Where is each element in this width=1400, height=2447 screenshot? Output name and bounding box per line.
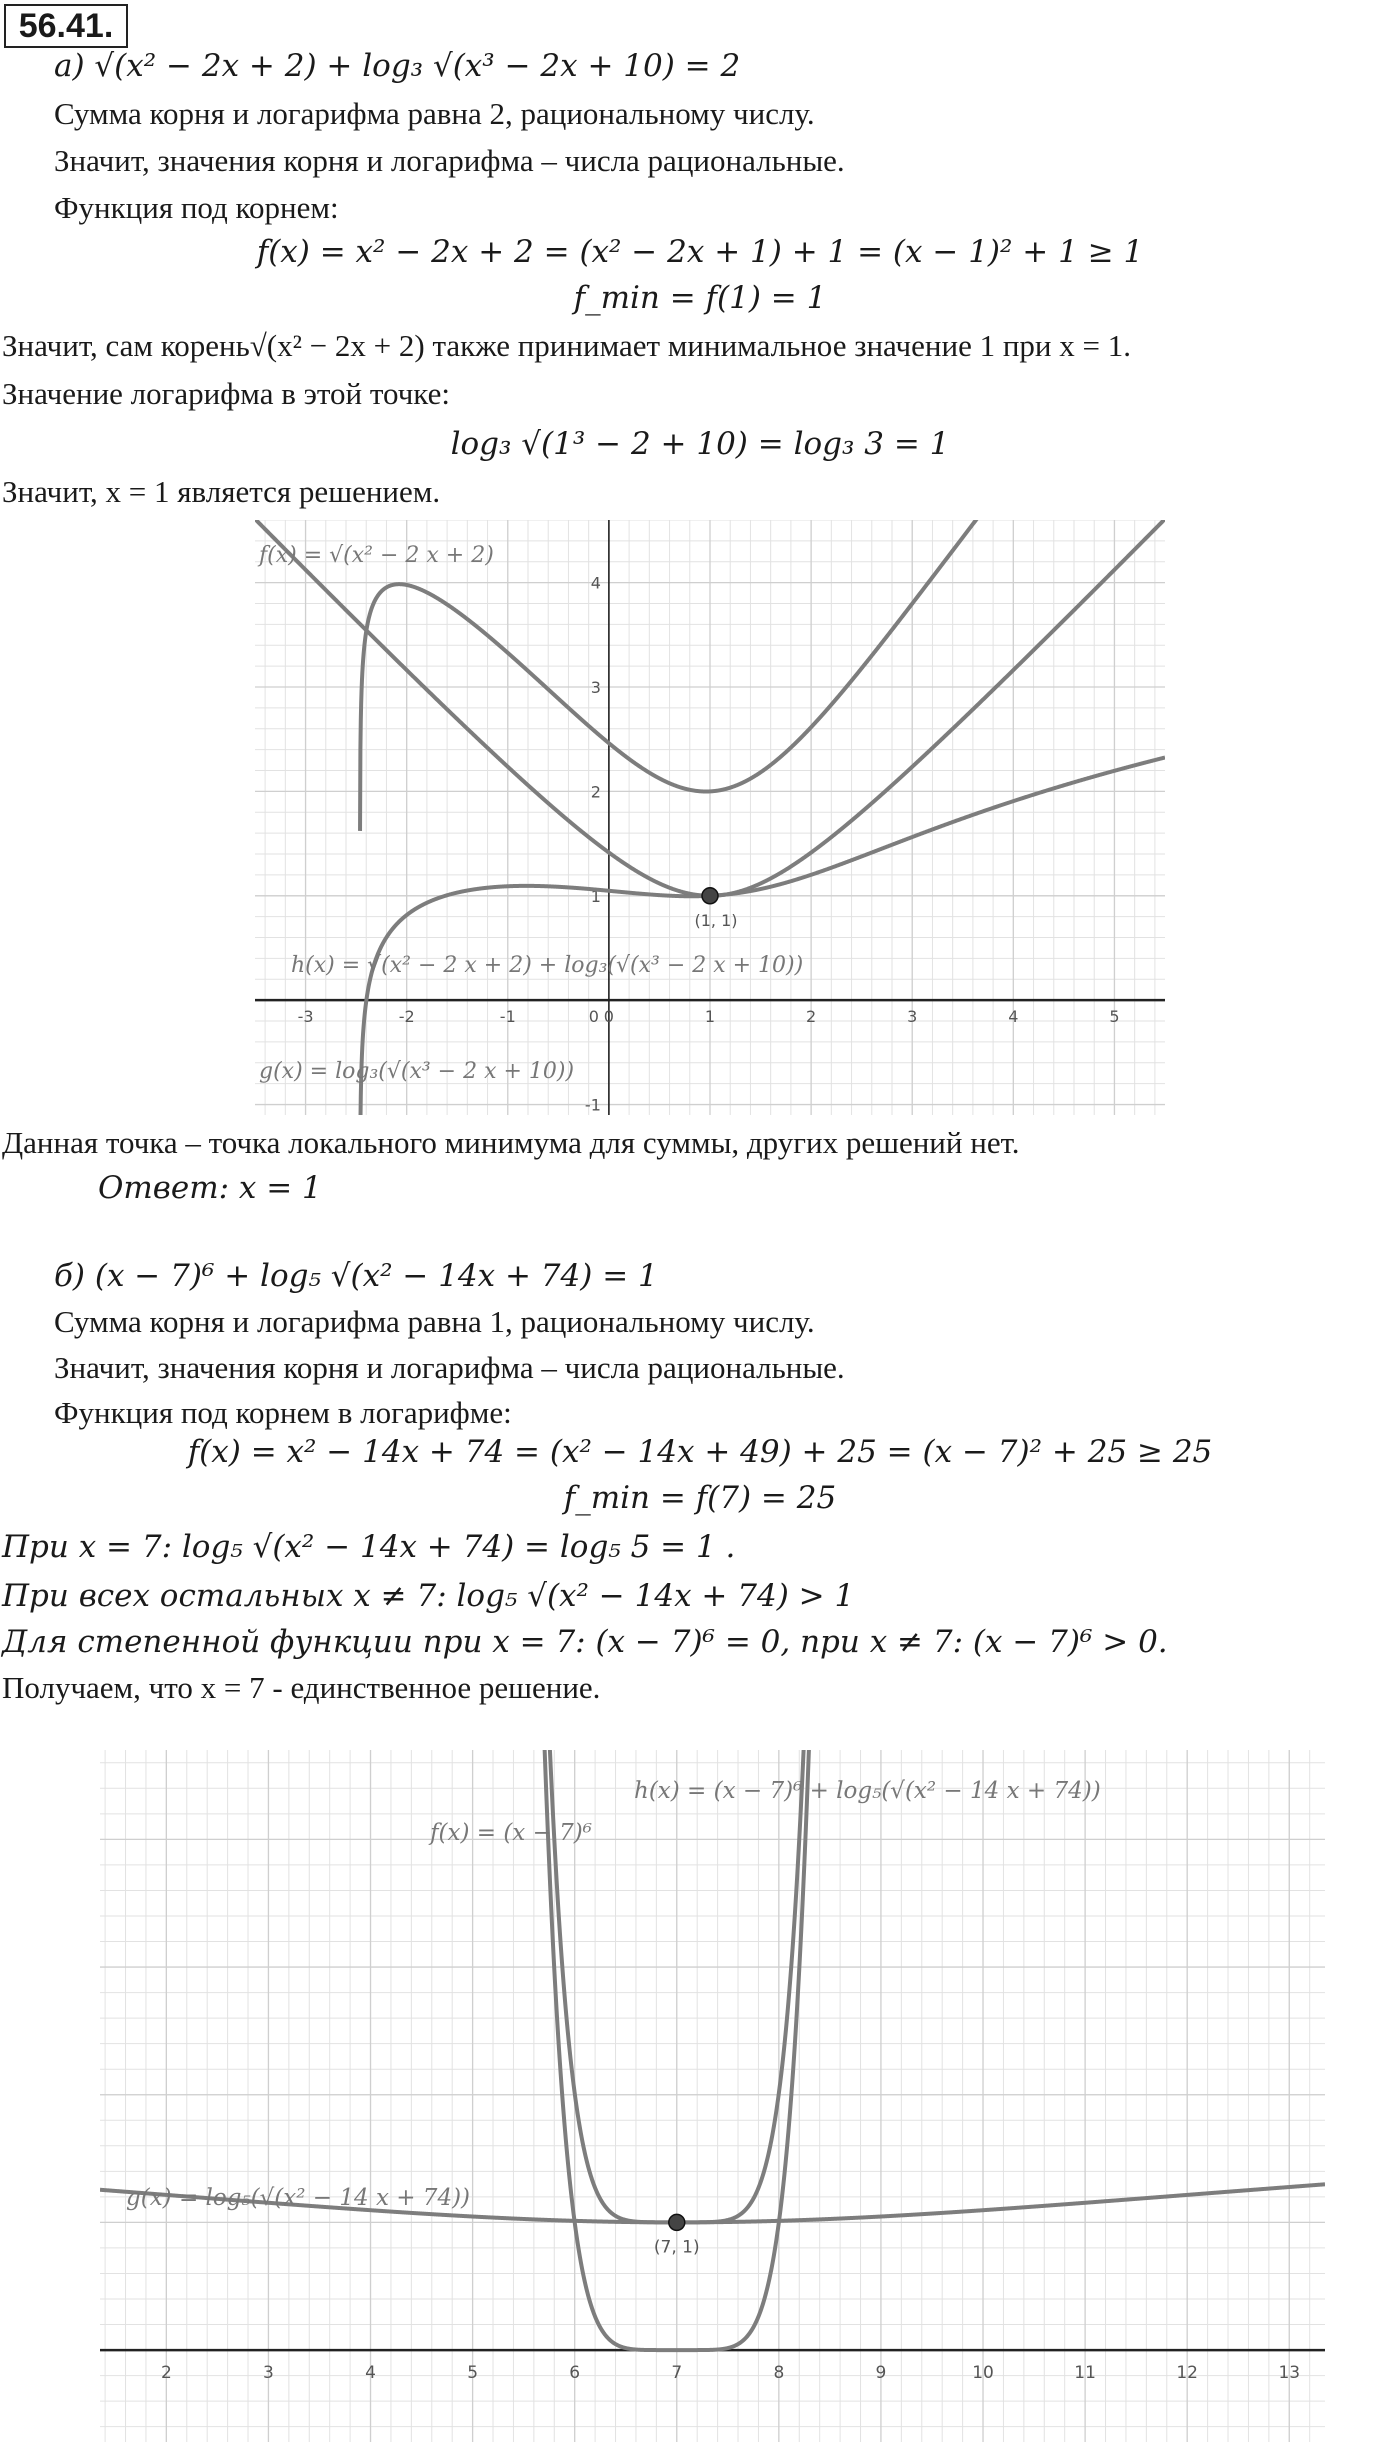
part-b-line-4: При x = 7: log₅ √(x² − 14x + 74) = log₅ 5 = 1 . bbox=[2, 1529, 736, 1565]
x-tick-label: 0 bbox=[603, 1007, 614, 1027]
x-tick-label: 10 bbox=[972, 2363, 994, 2384]
x-tick-label: -3 bbox=[297, 1007, 314, 1027]
part-a-formula-3: log₃ √(1³ − 2 + 10) = log₃ 3 = 1 bbox=[450, 426, 950, 462]
part-b-formula-1: f(x) = x² − 14x + 74 = (x² − 14x + 49) + 25 = (x − 7)² + 25 ≥ 25 bbox=[187, 1434, 1213, 1470]
y-tick-label: 3 bbox=[590, 678, 601, 698]
part-b-line-3: Функция под корнем в логарифме: bbox=[54, 1395, 512, 1430]
series-label-3: g(x) = log₅(√(x² − 14 x + 74)) bbox=[126, 2185, 471, 2211]
x-tick-label: 5 bbox=[467, 2363, 479, 2384]
graph-b-svg bbox=[100, 1750, 1325, 2442]
part-a-formula-1: f(x) = x² − 2x + 2 = (x² − 2x + 1) + 1 = (x − 1)² + 1 ≥ 1 bbox=[256, 234, 1144, 270]
min-point bbox=[702, 888, 718, 904]
problem-number: 56.41. bbox=[4, 4, 128, 48]
x-tick-label: 4 bbox=[365, 2363, 376, 2384]
part-a-line-6: Значит, x = 1 является решением. bbox=[2, 474, 441, 509]
y-tick-label: 2 bbox=[590, 782, 601, 802]
x-tick-label: 9 bbox=[875, 2363, 887, 2384]
y-tick-label: 4 bbox=[590, 573, 601, 593]
part-b-line-2: Значит, значения корня и логарифма – числа рациональные. bbox=[54, 1350, 845, 1385]
x-tick-label: 5 bbox=[1109, 1007, 1120, 1027]
graph-a-svg bbox=[255, 520, 1165, 1115]
x-tick-label: -1 bbox=[499, 1007, 516, 1027]
part-b-line-5: При всех остальных x ≠ 7: log₅ √(x² − 14x + 74) > 1 bbox=[2, 1578, 855, 1614]
x-tick-label: -2 bbox=[398, 1007, 415, 1027]
part-b-line-1: Сумма корня и логарифма равна 1, рациональному числу. bbox=[54, 1304, 815, 1339]
series-label-2: f(x) = (x − 7)⁶ bbox=[430, 1820, 592, 1846]
plot-background bbox=[100, 1750, 1325, 2442]
part-a-answer: Ответ: x = 1 bbox=[98, 1170, 322, 1206]
x-tick-label: 3 bbox=[907, 1007, 918, 1027]
x-tick-label: 3 bbox=[263, 2363, 274, 2384]
part-a-formula-2: f_min = f(1) = 1 bbox=[573, 280, 827, 316]
x-tick-label: 12 bbox=[1176, 2363, 1199, 2384]
x-tick-label: 4 bbox=[1008, 1007, 1019, 1027]
part-a-line-5: Значение логарифма в этой точке: bbox=[2, 376, 450, 411]
min-point bbox=[669, 2214, 685, 2230]
part-b-formula-2: f_min = f(7) = 25 bbox=[563, 1480, 837, 1516]
part-a-line-1: Сумма корня и логарифма равна 2, рациональному числу. bbox=[54, 96, 815, 131]
x-tick-label: 13 bbox=[1278, 2363, 1301, 2384]
point-label: (1, 1) bbox=[694, 910, 738, 930]
point-label: (7, 1) bbox=[653, 2237, 700, 2258]
part-b-equation: б) (x − 7)⁶ + log₅ √(x² − 14x + 74) = 1 bbox=[54, 1258, 658, 1294]
x-tick-label: 1 bbox=[704, 1007, 716, 1027]
part-b-line-6: Для степенной функции при x = 7: (x − 7)⁶ = 0, при x ≠ 7: (x − 7)⁶ > 0. bbox=[2, 1624, 1168, 1660]
part-a-line-3: Функция под корнем: bbox=[54, 190, 339, 225]
series-label-3: g(x) = log₃(√(x³ − 2 x + 10)) bbox=[259, 1059, 575, 1084]
origin-label: 0 bbox=[588, 1007, 599, 1027]
x-tick-label: 2 bbox=[806, 1007, 817, 1027]
part-a-line-2: Значит, значения корня и логарифма – числа рациональные. bbox=[54, 143, 845, 178]
x-tick-label: 7 bbox=[671, 2363, 683, 2384]
part-b-line-7: Получаем, что x = 7 - единственное решение. bbox=[2, 1670, 601, 1705]
series-label-2: h(x) = √(x² − 2 x + 2) + log₃(√(x³ − 2 x + 10)) bbox=[291, 953, 804, 978]
graph-a bbox=[255, 520, 1165, 1120]
part-a-line-4: Значит, сам корень√(x² − 2x + 2) также принимает минимальное значение 1 при x = 1. bbox=[2, 328, 1132, 363]
series-label-1: f(x) = √(x² − 2 x + 2) bbox=[259, 543, 494, 568]
part-a-equation: а) √(x² − 2x + 2) + log₃ √(x³ − 2x + 10) = 2 bbox=[54, 48, 741, 84]
y-tick-label: 1 bbox=[590, 886, 601, 906]
graph-b bbox=[100, 1750, 1325, 2447]
y-tick-label: -1 bbox=[584, 1095, 601, 1115]
series-label-1: h(x) = (x − 7)⁶ + log₅(√(x² − 14 x + 74)) bbox=[634, 1778, 1101, 1804]
x-tick-label: 8 bbox=[773, 2363, 785, 2384]
x-tick-label: 2 bbox=[160, 2363, 172, 2384]
part-a-after-graph: Данная точка – точка локального минимума для суммы, других решений нет. bbox=[2, 1125, 1020, 1160]
x-tick-label: 6 bbox=[569, 2363, 581, 2384]
x-tick-label: 11 bbox=[1074, 2363, 1096, 2384]
